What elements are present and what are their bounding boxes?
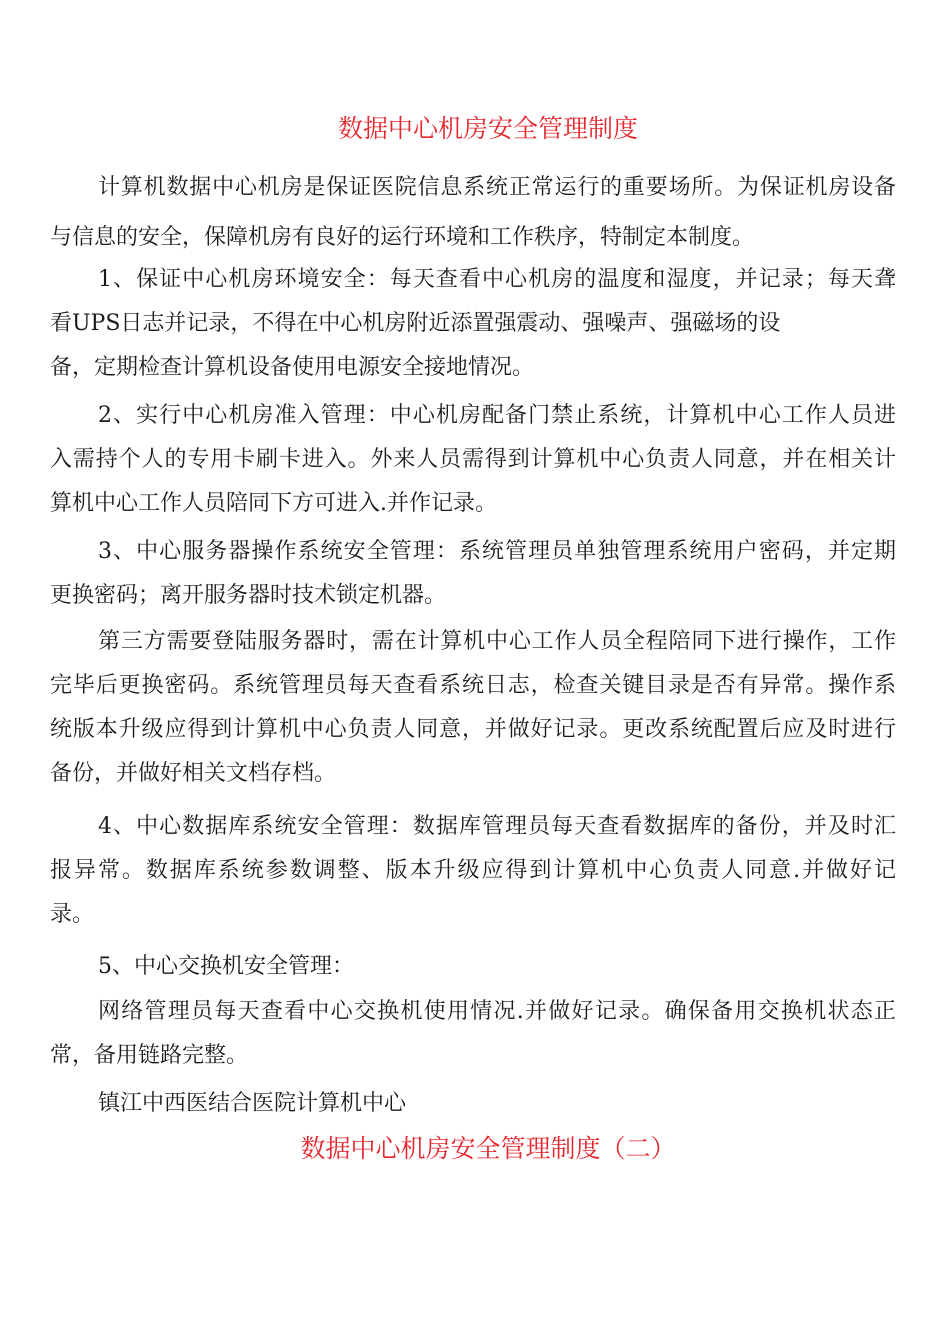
paragraph-item-3 <box>50 530 896 618</box>
signature-line <box>50 1082 896 1126</box>
text-line: 更换密码；离开服务器时技术锁定机器。 <box>50 583 447 608</box>
next-section-title: 数据中心机房安全管理制度（二） <box>300 1134 676 1163</box>
text-line: 统版本升级应得到计算机中心负责人同意，并做好记录。更改系统配置后应及时进行 <box>50 717 896 742</box>
text-line: 报异常。数据库系统参数调整、版本升级应得到计算机中心负责人同意.并做好记 <box>50 858 896 883</box>
text-line: 2、实行中心机房准入管理：中心机房配备门禁止系统，计算机中心工作人员进 <box>98 403 896 428</box>
text-line: 第三方需要登陆服务器时，需在计算机中心工作人员全程陪同下进行操作，工作 <box>98 629 896 654</box>
paragraph-item-2 <box>50 394 896 526</box>
text-line: 镇江中西医结合医院计算机中心 <box>98 1091 407 1116</box>
text-line: 看UPS日志并记录，不得在中心机房附近添置强震动、强噪声、强磁场的设 <box>50 311 781 336</box>
text-line: 3、中心服务器操作系统安全管理：系统管理员单独管理系统用户密码，并定期 <box>98 539 896 564</box>
text-line: 计算机数据中心机房是保证医院信息系统正常运行的重要场所。为保证机房设备 <box>98 175 896 200</box>
document-title: 数据中心机房安全管理制度 <box>337 114 638 143</box>
paragraph-item-5 <box>50 945 896 989</box>
text-line: 备，定期检查计算机设备使用电源安全接地情况。 <box>50 355 535 380</box>
text-line: 4、中心数据库系统安全管理：数据库管理员每天查看数据库的备份，并及时汇 <box>98 814 896 839</box>
text-line: 录。 <box>50 902 95 927</box>
text-line: 备份，并做好相关文档存档。 <box>50 761 337 786</box>
text-line: 常，备用链路完整。 <box>50 1043 249 1068</box>
paragraph-item-4 <box>50 805 896 937</box>
text-line: 与信息的安全，保障机房有良好的运行环境和工作秩序，特制定本制度。 <box>50 225 755 250</box>
paragraph-item-5-continued <box>50 990 896 1078</box>
text-line: 完毕后更换密码。系统管理员每天查看系统日志，检查关键目录是否有异常。操作系 <box>50 673 896 698</box>
text-line: 算机中心工作人员陪同下方可进入.并作记录。 <box>50 491 497 516</box>
text-line: 5、中心交换机安全管理： <box>98 954 354 979</box>
intro-paragraph <box>50 160 896 260</box>
paragraph-item-3-continued <box>50 620 896 796</box>
text-line: 网络管理员每天查看中心交换机使用情况.并做好记录。确保备用交换机状态正 <box>98 999 896 1024</box>
text-line: 入需持个人的专用卡刷卡进入。外来人员需得到计算机中心负责人同意，并在相关计 <box>50 447 896 472</box>
paragraph-item-1 <box>50 258 896 390</box>
text-line: 1、保证中心机房环境安全：每天查看中心机房的温度和湿度，并记录；每天聋 <box>98 267 896 292</box>
